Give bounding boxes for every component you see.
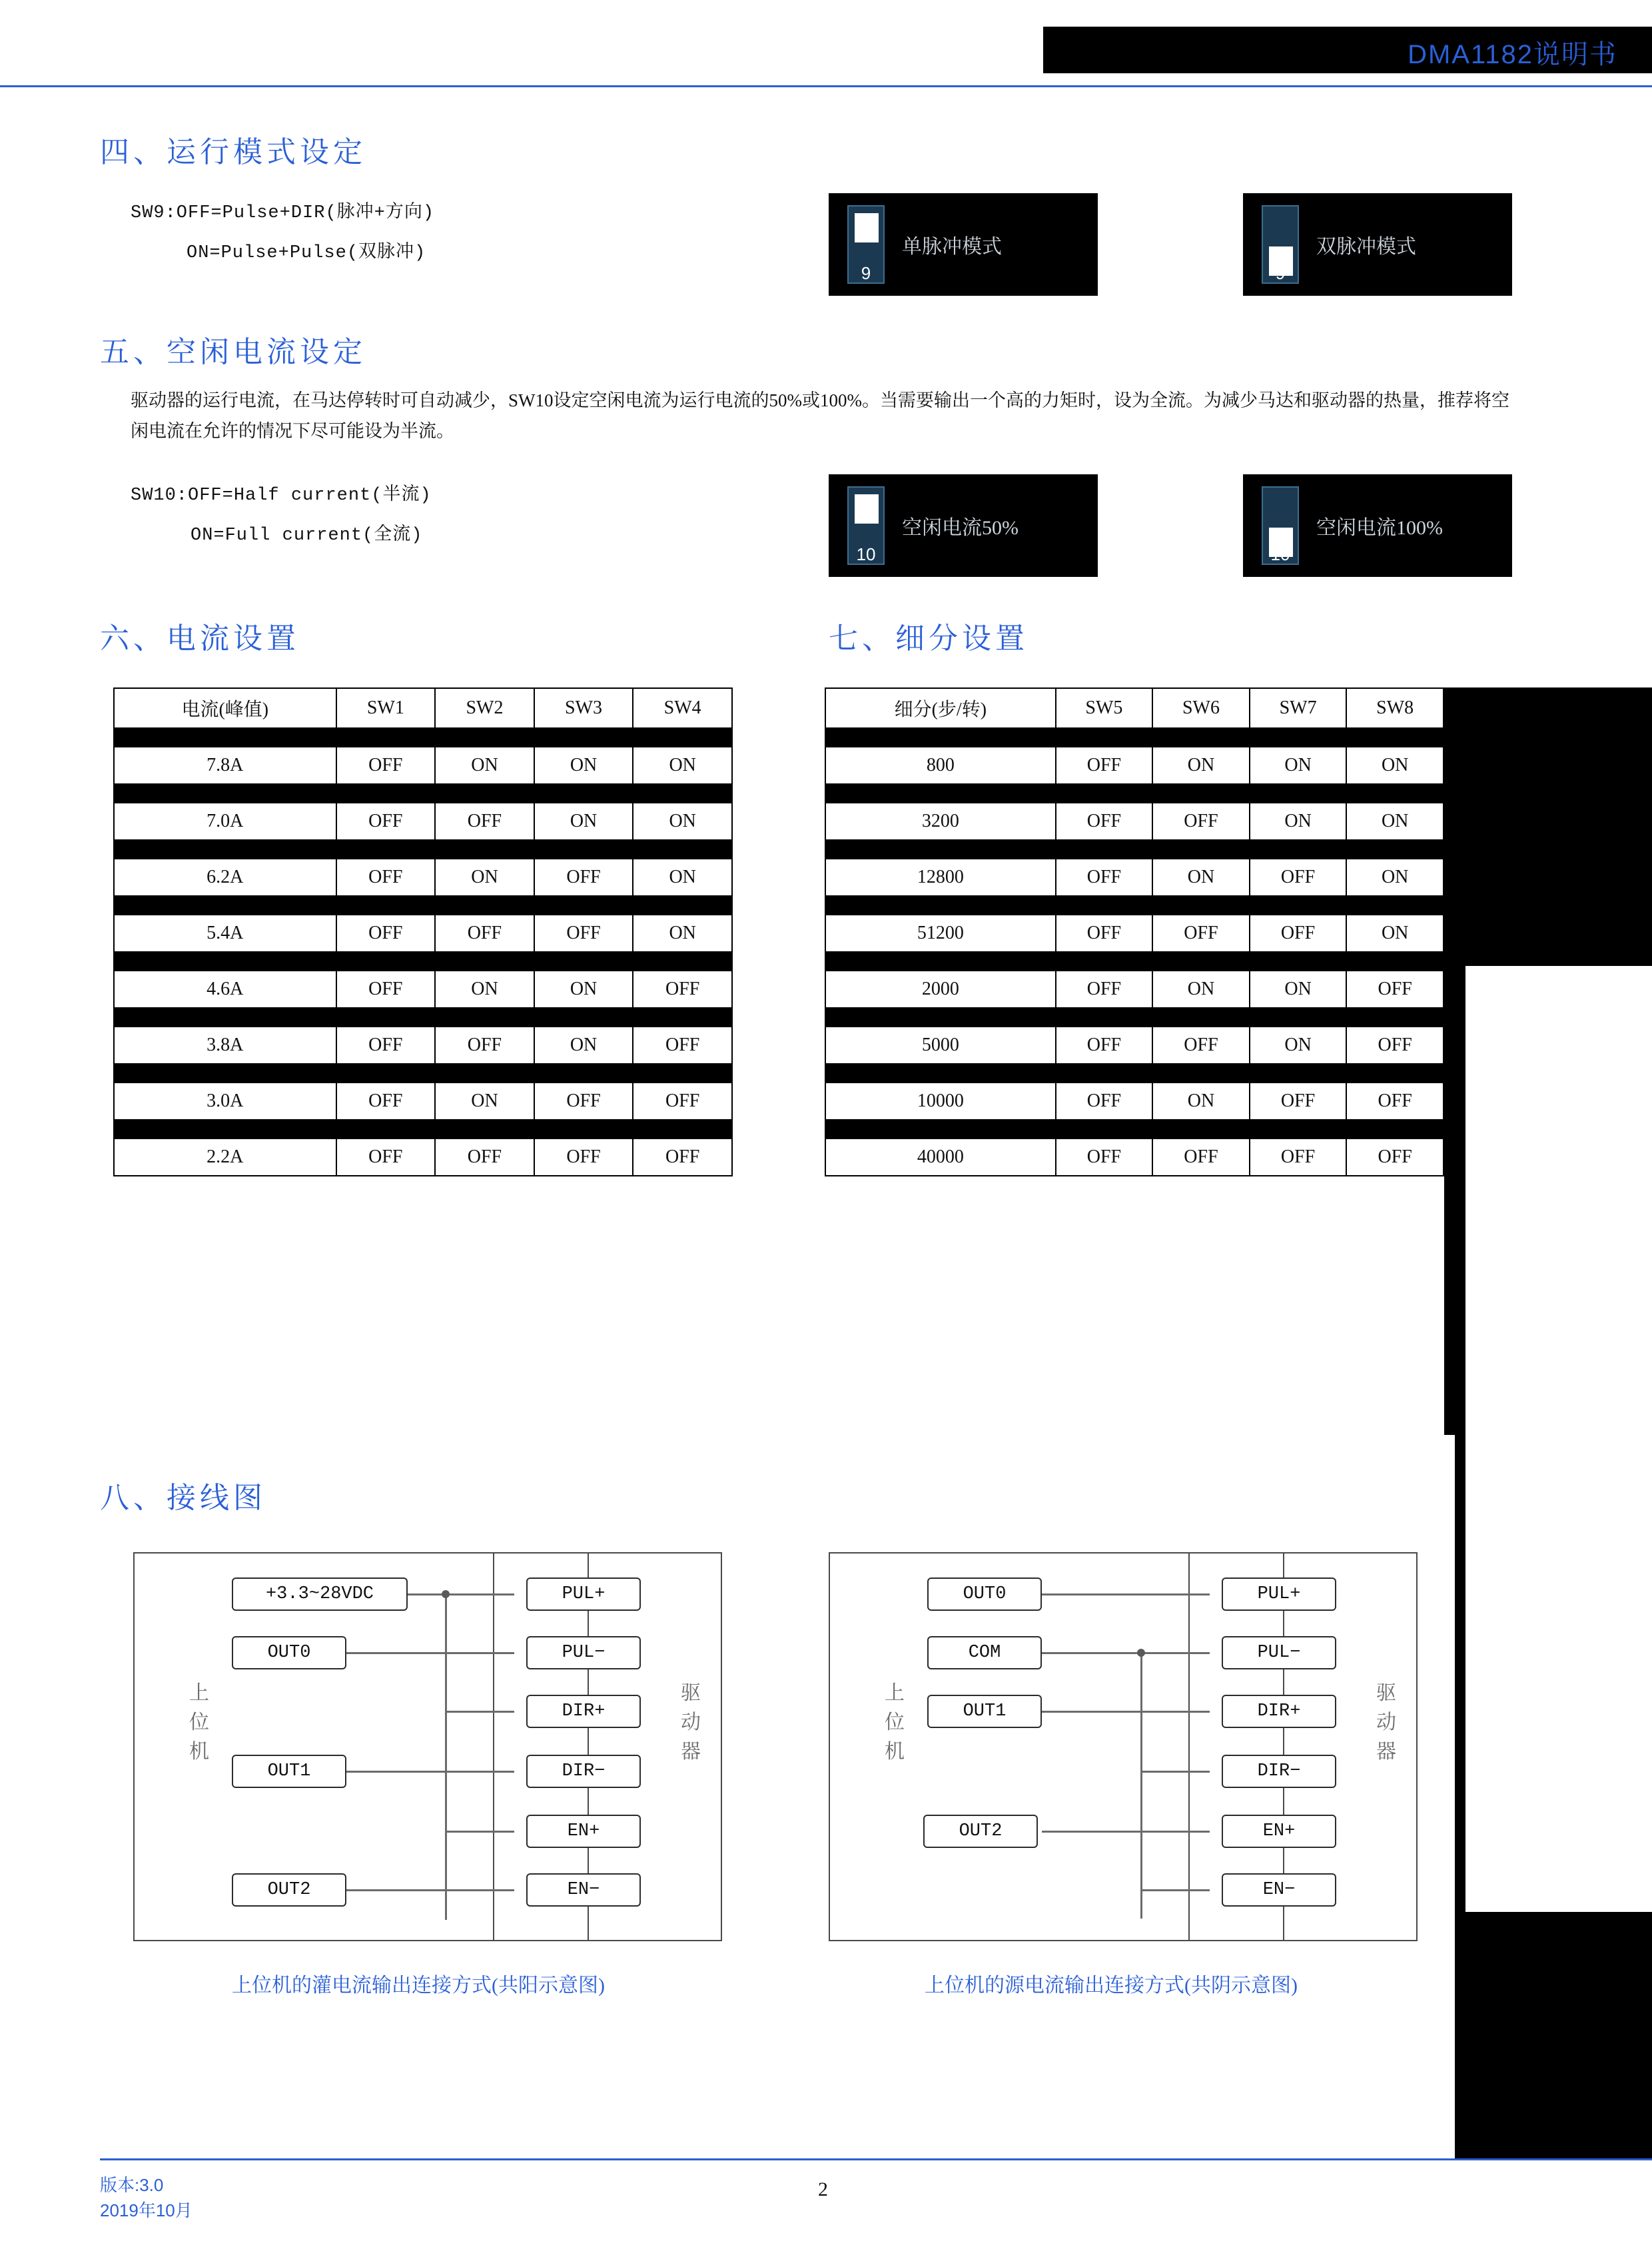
table-cell: OFF: [1250, 1083, 1347, 1120]
table-row: [825, 1027, 1444, 1064]
microstep-setting-table: [825, 687, 1444, 1176]
table-cell: ON: [1346, 747, 1444, 784]
table-header-cell: SW5: [1056, 688, 1153, 728]
table-spacer-cell: [825, 784, 1444, 803]
table-spacer-cell: [114, 1120, 732, 1138]
table-cell: 7.0A: [114, 803, 336, 840]
table-cell: ON: [1152, 747, 1250, 784]
idle-line-1: SW10:OFF=Half current(半流): [131, 486, 432, 506]
table-cell: OFF: [534, 915, 633, 952]
table-header-cell: SW8: [1346, 688, 1444, 728]
table-spacer-row: [825, 952, 1444, 971]
vertical-label-char: 动: [681, 1711, 701, 1733]
table-spacer-cell: [114, 952, 732, 971]
table-cell: 6.2A: [114, 859, 336, 896]
table-header-cell: 细分(步/转): [825, 688, 1056, 728]
table-row: [114, 1083, 732, 1120]
table-cell: 3.0A: [114, 1083, 336, 1120]
vertical-label-char: 动: [1376, 1711, 1396, 1733]
table-cell: 3.8A: [114, 1027, 336, 1064]
table-row: [825, 859, 1444, 896]
table-row: [114, 971, 732, 1008]
table-cell: OFF: [1346, 1138, 1444, 1176]
table-cell: OFF: [1250, 859, 1347, 896]
wire: [1042, 1593, 1210, 1595]
table-cell: 4.6A: [114, 971, 336, 1008]
table-cell: OFF: [534, 1138, 633, 1176]
vertical-label-char: 器: [1376, 1741, 1396, 1763]
table-cell: 7.8A: [114, 747, 336, 784]
pin-driver-4-right: EN+: [1222, 1815, 1336, 1848]
table-cell: ON: [1152, 859, 1250, 896]
table-row: [825, 1083, 1444, 1120]
dip-number: 9: [861, 263, 871, 283]
table-cell: 51200: [825, 915, 1056, 952]
table-cell: ON: [1250, 803, 1347, 840]
table-cell: OFF: [336, 803, 436, 840]
wire: [333, 1771, 446, 1773]
table-cell: 2000: [825, 971, 1056, 1008]
pin-driver-3-left: DIR−: [526, 1755, 641, 1788]
table-cell: OFF: [1250, 915, 1347, 952]
table-cell: ON: [1346, 859, 1444, 896]
wire: [1042, 1831, 1210, 1833]
host-label-right: [883, 1679, 906, 1767]
table-spacer-cell: [825, 1064, 1444, 1083]
table-spacer-row: [114, 896, 732, 915]
table-cell: ON: [534, 747, 633, 784]
host-label-left: [188, 1679, 210, 1767]
idle-current-paragraph: 驱动器的运行电流，在马达停转时可自动减少，SW10设定空闲电流为运行电流的50%或100%。当需要输出一个高的力矩时，设为全流。为减少马达和驱动器的热量，推荐将空闲电流在允许的情况下尽可能设为半流。: [131, 390, 1509, 441]
table-spacer-cell: [114, 1064, 732, 1083]
table-cell: ON: [1346, 803, 1444, 840]
wire: [445, 1831, 514, 1833]
table-cell: ON: [534, 1027, 633, 1064]
table-cell: 12800: [825, 859, 1056, 896]
table-cell: ON: [435, 1083, 534, 1120]
vertical-label-char: 位: [189, 1711, 209, 1733]
dip-switch-10-up: [847, 486, 885, 565]
pin-host-2-right: OUT1: [927, 1695, 1042, 1728]
pin-driver-0-right: PUL+: [1222, 1577, 1336, 1611]
table-cell: ON: [1250, 1027, 1347, 1064]
table-cell: ON: [1152, 1083, 1250, 1120]
table-cell: OFF: [633, 971, 732, 1008]
table-spacer-row: [114, 840, 732, 859]
wire: [445, 1593, 447, 1920]
table-spacer-row: [114, 952, 732, 971]
table-cell: OFF: [435, 1138, 534, 1176]
wire: [1140, 1889, 1210, 1891]
driver-label-left: [679, 1679, 702, 1767]
table-spacer-cell: [114, 840, 732, 859]
table-cell: OFF: [336, 859, 436, 896]
table-row: [825, 1138, 1444, 1176]
table-cell: OFF: [1346, 1083, 1444, 1120]
dip-label-idle-50: 空闲电流50%: [902, 517, 1019, 539]
table-spacer-row: [825, 784, 1444, 803]
pin-driver-3-right: DIR−: [1222, 1755, 1336, 1788]
junction-dot: [1137, 1649, 1145, 1657]
table-row: [825, 915, 1444, 952]
pin-driver-1-left: PUL−: [526, 1636, 641, 1669]
section-heading-current-setting: 六、电流设置: [100, 622, 300, 655]
table-spacer-cell: [114, 784, 732, 803]
table-cell: OFF: [1152, 915, 1250, 952]
pin-host-3-left: OUT2: [232, 1873, 346, 1907]
wire: [408, 1593, 514, 1595]
decor-block-d: [1455, 966, 1465, 1912]
driver-label-right: [1375, 1679, 1398, 1767]
pin-driver-1-right: PUL−: [1222, 1636, 1336, 1669]
dip-switch-9-up: [847, 205, 885, 284]
wire: [333, 1889, 446, 1891]
table-row: [114, 915, 732, 952]
wire: [445, 1652, 514, 1654]
pin-host-3-right: OUT2: [923, 1815, 1038, 1848]
table-cell: 3200: [825, 803, 1056, 840]
table-cell: OFF: [336, 971, 436, 1008]
table-header-row: [825, 688, 1444, 728]
table-row: [114, 1027, 732, 1064]
table-cell: ON: [435, 859, 534, 896]
table-cell: OFF: [435, 915, 534, 952]
vertical-label-char: 机: [189, 1741, 209, 1763]
decor-block-a: [1455, 933, 1652, 966]
table-cell: ON: [1152, 971, 1250, 1008]
vertical-label-char: 机: [885, 1741, 905, 1763]
table-spacer-row: [114, 1120, 732, 1138]
table-spacer-cell: [825, 728, 1444, 747]
dip-knob: [855, 494, 879, 524]
dip-label-double-pulse: 双脉冲模式: [1316, 236, 1416, 258]
wire: [333, 1652, 446, 1654]
table-cell: ON: [534, 803, 633, 840]
pin-driver-0-left: PUL+: [526, 1577, 641, 1611]
section-heading-run-mode: 四、运行模式设定: [100, 136, 366, 169]
footer-version: 版本:3.0: [100, 2175, 164, 2195]
footer-page-number: 2: [818, 2178, 828, 2200]
vertical-label-char: 驱: [1376, 1682, 1396, 1704]
table-spacer-row: [114, 1008, 732, 1027]
wire: [445, 1711, 514, 1713]
table-row: [825, 747, 1444, 784]
table-cell: OFF: [1056, 971, 1153, 1008]
dip-label-single-pulse: 单脉冲模式: [902, 236, 1002, 258]
section-heading-idle-current: 五、空闲电流设定: [100, 336, 366, 368]
dip-label-idle-100: 空闲电流100%: [1316, 517, 1443, 539]
table-cell: OFF: [435, 803, 534, 840]
footer-divider: [100, 2158, 1652, 2160]
decor-block-c: [1455, 1912, 1652, 2158]
dip-number: 10: [1270, 544, 1290, 564]
pin-driver-5-left: EN−: [526, 1873, 641, 1907]
table-cell: ON: [1346, 915, 1444, 952]
table-spacer-cell: [114, 896, 732, 915]
vertical-label-char: 上: [189, 1682, 209, 1704]
mode-line-2: ON=Pulse+Pulse(双脉冲): [187, 243, 426, 263]
table-spacer-row: [825, 840, 1444, 859]
table-header-cell: SW7: [1250, 688, 1347, 728]
table-spacer-row: [825, 1120, 1444, 1138]
table-cell: OFF: [1056, 915, 1153, 952]
idle-line-2: ON=Full current(全流): [191, 526, 423, 546]
table-cell: ON: [534, 971, 633, 1008]
table-cell: 5000: [825, 1027, 1056, 1064]
dip-box-double-pulse: [1243, 193, 1512, 296]
table-cell: OFF: [1152, 1138, 1250, 1176]
table-header-row: [114, 688, 732, 728]
table-header-cell: SW6: [1152, 688, 1250, 728]
table-header-cell: SW4: [633, 688, 732, 728]
table-cell: ON: [633, 915, 732, 952]
dip-box-idle-50: [829, 474, 1098, 577]
table-row: [114, 1138, 732, 1176]
vertical-label-char: 驱: [681, 1682, 701, 1704]
wire: [445, 1889, 514, 1891]
junction-dot: [442, 1590, 450, 1598]
pin-host-2-left: OUT1: [232, 1755, 346, 1788]
table-spacer-cell: [825, 896, 1444, 915]
table-cell: ON: [633, 803, 732, 840]
table-cell: OFF: [336, 1138, 436, 1176]
table-cell: OFF: [534, 1083, 633, 1120]
table-cell: OFF: [633, 1138, 732, 1176]
table-cell: ON: [435, 971, 534, 1008]
table-cell: 2.2A: [114, 1138, 336, 1176]
wiring-caption-left: 上位机的灌电流输出连接方式(共阳示意图): [232, 1975, 605, 1997]
table-spacer-cell: [114, 728, 732, 747]
table-cell: OFF: [1056, 747, 1153, 784]
table-cell: ON: [633, 859, 732, 896]
decor-block-b: [1455, 687, 1652, 934]
pin-host-1-right: COM: [927, 1636, 1042, 1669]
table-spacer-cell: [825, 1008, 1444, 1027]
pin-host-0-right: OUT0: [927, 1577, 1042, 1611]
dip-switch-9-down: [1262, 205, 1299, 284]
table-cell: ON: [1250, 971, 1347, 1008]
table-header-cell: SW1: [336, 688, 436, 728]
table-cell: OFF: [1346, 1027, 1444, 1064]
header-title: DMA1182说明书: [1408, 40, 1617, 69]
table-spacer-row: [825, 1008, 1444, 1027]
pin-driver-4-left: EN+: [526, 1815, 641, 1848]
table-cell: OFF: [1152, 803, 1250, 840]
wire: [1140, 1652, 1142, 1919]
wire: [1042, 1711, 1210, 1713]
table-cell: 5.4A: [114, 915, 336, 952]
table-row: [114, 859, 732, 896]
wire: [1042, 1652, 1140, 1654]
vertical-label-char: 位: [885, 1711, 905, 1733]
table-spacer-row: [114, 728, 732, 747]
dip-number: 10: [856, 544, 876, 564]
pin-driver-2-left: DIR+: [526, 1695, 641, 1728]
table-header-cell: SW3: [534, 688, 633, 728]
header-divider: [0, 85, 1652, 87]
wiring-caption-right: 上位机的源电流输出连接方式(共阴示意图): [925, 1975, 1298, 1997]
mode-line-1: SW9:OFF=Pulse+DIR(脉冲+方向): [131, 203, 435, 223]
pin-host-0-left: +3.3~28VDC: [232, 1577, 408, 1611]
pin-host-1-left: OUT0: [232, 1636, 346, 1669]
table-header-cell: 电流(峰值): [114, 688, 336, 728]
dip-box-idle-100: [1243, 474, 1512, 577]
dip-knob: [855, 213, 879, 242]
table-row: [114, 747, 732, 784]
table-spacer-row: [825, 1064, 1444, 1083]
table-cell: OFF: [1056, 1083, 1153, 1120]
table-cell: 40000: [825, 1138, 1056, 1176]
table-cell: OFF: [633, 1027, 732, 1064]
table-cell: ON: [633, 747, 732, 784]
table-cell: OFF: [435, 1027, 534, 1064]
footer-date: 2019年10月: [100, 2200, 193, 2220]
table-spacer-cell: [825, 1120, 1444, 1138]
table-cell: OFF: [1056, 1138, 1153, 1176]
dip-switch-10-down: [1262, 486, 1299, 565]
section-heading-microstep-setting: 七、细分设置: [829, 622, 1029, 655]
table-cell: 10000: [825, 1083, 1056, 1120]
table-row: [114, 803, 732, 840]
table-spacer-row: [825, 728, 1444, 747]
table-cell: OFF: [1056, 859, 1153, 896]
table-cell: OFF: [1250, 1138, 1347, 1176]
table-spacer-row: [114, 1064, 732, 1083]
table-cell: 800: [825, 747, 1056, 784]
table-cell: OFF: [1346, 971, 1444, 1008]
table-cell: OFF: [1056, 1027, 1153, 1064]
table-spacer-cell: [114, 1008, 732, 1027]
pin-driver-2-right: DIR+: [1222, 1695, 1336, 1728]
current-setting-table: [113, 687, 733, 1176]
vertical-label-char: 器: [681, 1741, 701, 1763]
table-cell: OFF: [336, 1027, 436, 1064]
table-row: [825, 971, 1444, 1008]
wire: [1140, 1771, 1210, 1773]
table-cell: OFF: [1056, 803, 1153, 840]
vertical-label-char: 上: [885, 1682, 905, 1704]
pin-driver-5-right: EN−: [1222, 1873, 1336, 1907]
dip-box-single-pulse: [829, 193, 1098, 296]
table-spacer-cell: [825, 952, 1444, 971]
wire: [445, 1771, 514, 1773]
table-cell: ON: [1250, 747, 1347, 784]
section-heading-wiring: 八、接线图: [100, 1482, 266, 1514]
dip-number: 9: [1275, 263, 1286, 283]
table-spacer-row: [114, 784, 732, 803]
table-cell: ON: [435, 747, 534, 784]
table-cell: OFF: [336, 747, 436, 784]
table-cell: OFF: [633, 1083, 732, 1120]
wire: [1140, 1652, 1210, 1654]
table-header-cell: SW2: [435, 688, 534, 728]
table-cell: OFF: [534, 859, 633, 896]
table-spacer-cell: [825, 840, 1444, 859]
table-row: [825, 803, 1444, 840]
table-spacer-row: [825, 896, 1444, 915]
decor-block-right: [1444, 687, 1455, 1435]
table-cell: OFF: [336, 915, 436, 952]
table-cell: OFF: [1152, 1027, 1250, 1064]
table-cell: OFF: [336, 1083, 436, 1120]
